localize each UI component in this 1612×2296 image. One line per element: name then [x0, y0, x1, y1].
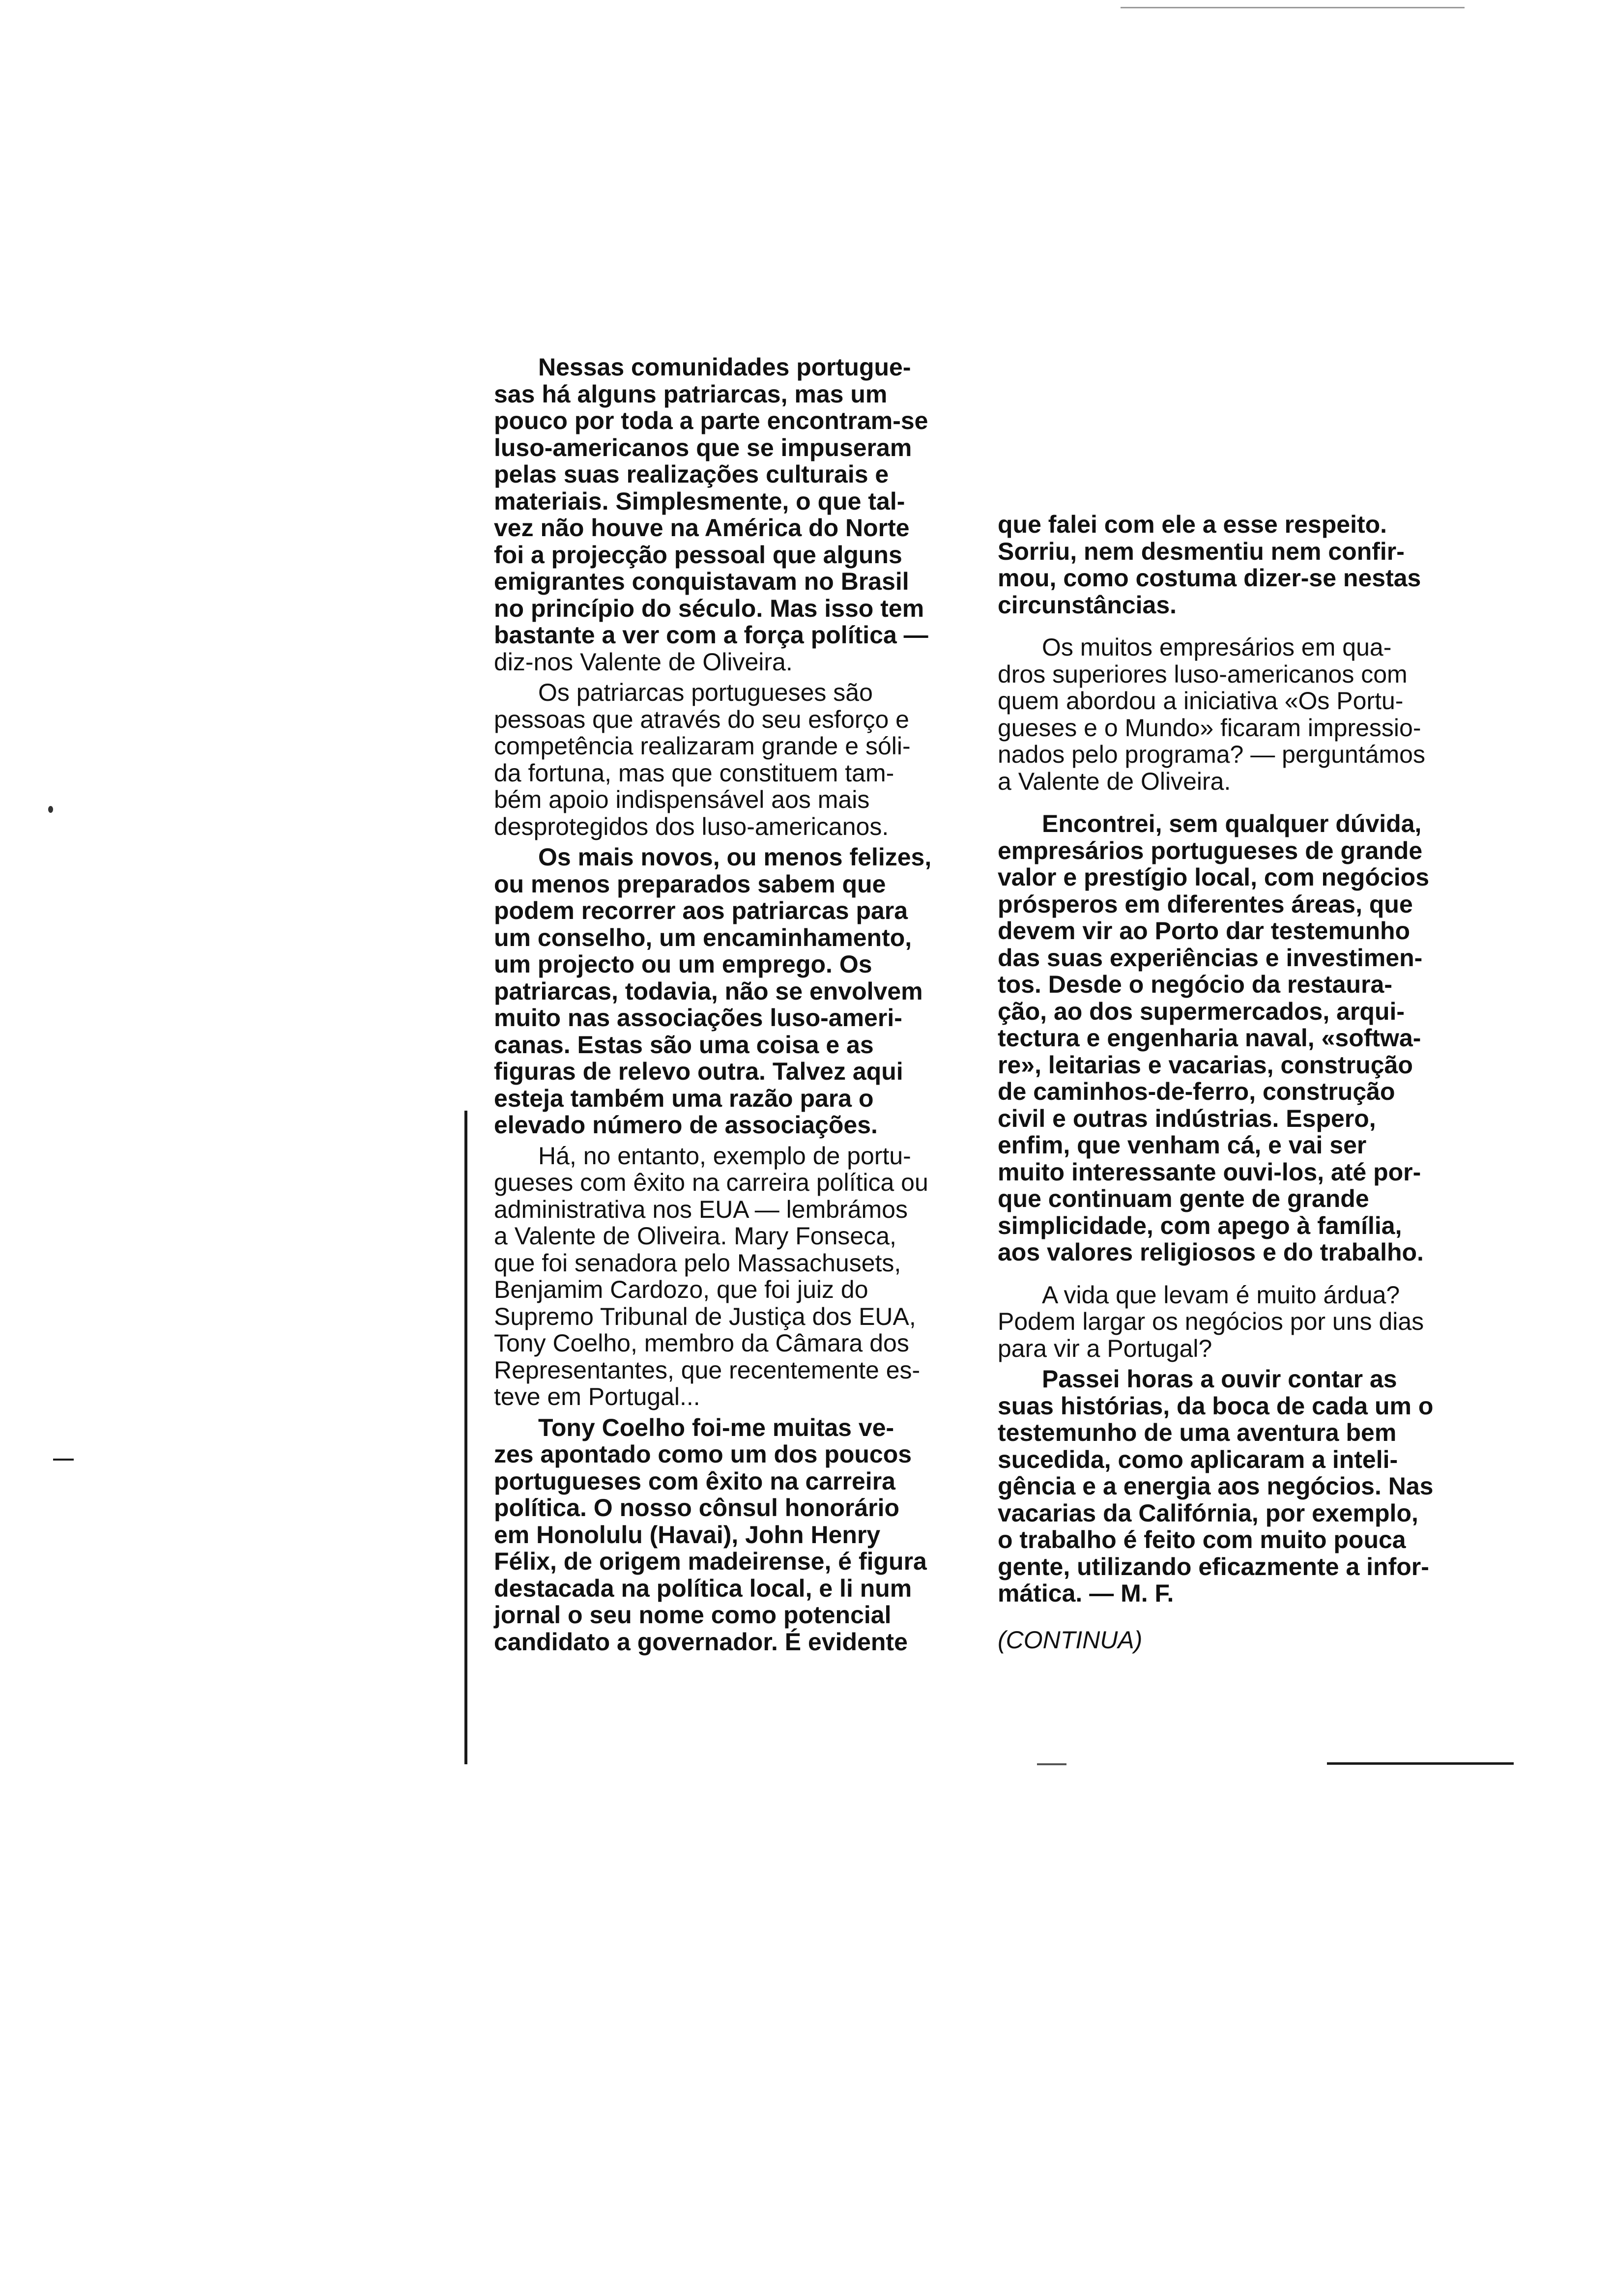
right-paragraph-4: A vida que levam é muito árdua? Podem largar os negócios por uns dias para vir a Portugal? — [998, 1281, 1424, 1362]
top-rule — [1121, 7, 1465, 8]
right-paragraph-2: Os muitos empresários em qua- dros superiores luso-americanos com quem abordou a iniciativa «Os Portu- gueses e o Mundo» ficaram impressio- nados pelo programa? — perguntámos a Valente de Oliveira. — [998, 633, 1425, 795]
left-paragraph-4: Os mais novos, ou menos felizes, ou menos preparados sabem que podem recorrer aos patriarcas para um conselho, um encaminhamento, um projecto ou um emprego. Os patriarcas, todavia, não se envolvem muito nas associações luso-ameri- canas. Estas são uma coisa e as figuras de relevo outra. Talvez aqui esteja também uma razão para o elevado número de associações. — [494, 843, 932, 1139]
left-column — [494, 354, 985, 1655]
left-paragraph-1: Nessas comunidades portugue- sas há alguns patriarcas, mas um pouco por toda a parte encontram-se luso-americanos que se impuseram pelas suas realizações culturais e materiais. Simplesmente, o que tal- vez não houve na América do Norte foi a projecção pessoal que alguns emigrantes conquistavam no Brasil no princípio do século. Mas isso tem bastante a ver com a força política — — [494, 353, 928, 649]
right-paragraph-1: que falei com ele a esse respeito. Sorriu, nem desmentiu nem confir- mou, como costuma dizer-se nestas circunstâncias. — [998, 511, 1421, 619]
margin-mark — [53, 1459, 74, 1461]
left-paragraph-5: Há, no entanto, exemplo de portu- gueses com êxito na carreira política ou administrativa nos EUA — lembrámos a Valente de Oliveira. Mary Fonseca, que foi senadora pelo Massachusets, Benjamim Cardozo, que foi juiz do Supremo Tribunal de Justiça dos EUA, Tony Coelho, membro da Câmara dos Representantes, que recentemente es- teve em Portugal... — [494, 1142, 928, 1410]
bottom-rule — [1327, 1762, 1514, 1765]
right-paragraph-5: Passei horas a ouvir contar as suas histórias, da boca de cada um o testemunho de uma aventura bem sucedida, como aplicaram a inteli- gência e a energia aos negócios. Nas vacarias da Califórnia, por exemplo, o trabalho é feito com muito pouca gente, utilizando eficazmente a infor- mática. — M. F. — [998, 1365, 1434, 1607]
bottom-rule-dash — [1037, 1763, 1066, 1765]
right-paragraph-3: Encontrei, sem qualquer dúvida, empresários portugueses de grande valor e prestígio local, com negócios prósperos em diferentes áreas, que devem vir ao Porto dar testemunho das suas experiências e investimen- tos. Desde o negócio da restaura- ção, ao dos supermercados, arqui- tectura e engenharia naval, «softwa- re», leitarias e vacarias, construção de caminhos-de-ferro, construção civil e outras indústrias. Espero, enfim, que venham cá, e vai ser muito interessante ouvi-los, até por- que continuam gente de grande simplicidade, com apego à família, aos valores religiosos e do trabalho. — [998, 810, 1430, 1266]
left-paragraph-3: Os patriarcas portugueses são pessoas que através do seu esforço e competência realizaram grande e sóli- da fortuna, mas que constituem tam- bém apoio indispensável aos mais desprotegidos dos luso-americanos. — [494, 679, 911, 840]
left-column-border — [464, 1111, 467, 1764]
margin-speck — [48, 806, 53, 813]
right-column — [998, 511, 1484, 1653]
continuation-mark: (CONTINUA) — [998, 1626, 1143, 1654]
left-paragraph-6: Tony Coelho foi-me muitas ve- zes apontado como um dos poucos portugueses com êxito na carreira política. O nosso cônsul honorário em Honolulu (Havai), John Henry Félix, de origem madeirense, é figura destacada na política local, e li num jornal o seu nome como potencial candidato a governador. É evidente — [494, 1413, 927, 1656]
left-paragraph-2: diz-nos Valente de Oliveira. — [494, 648, 793, 676]
